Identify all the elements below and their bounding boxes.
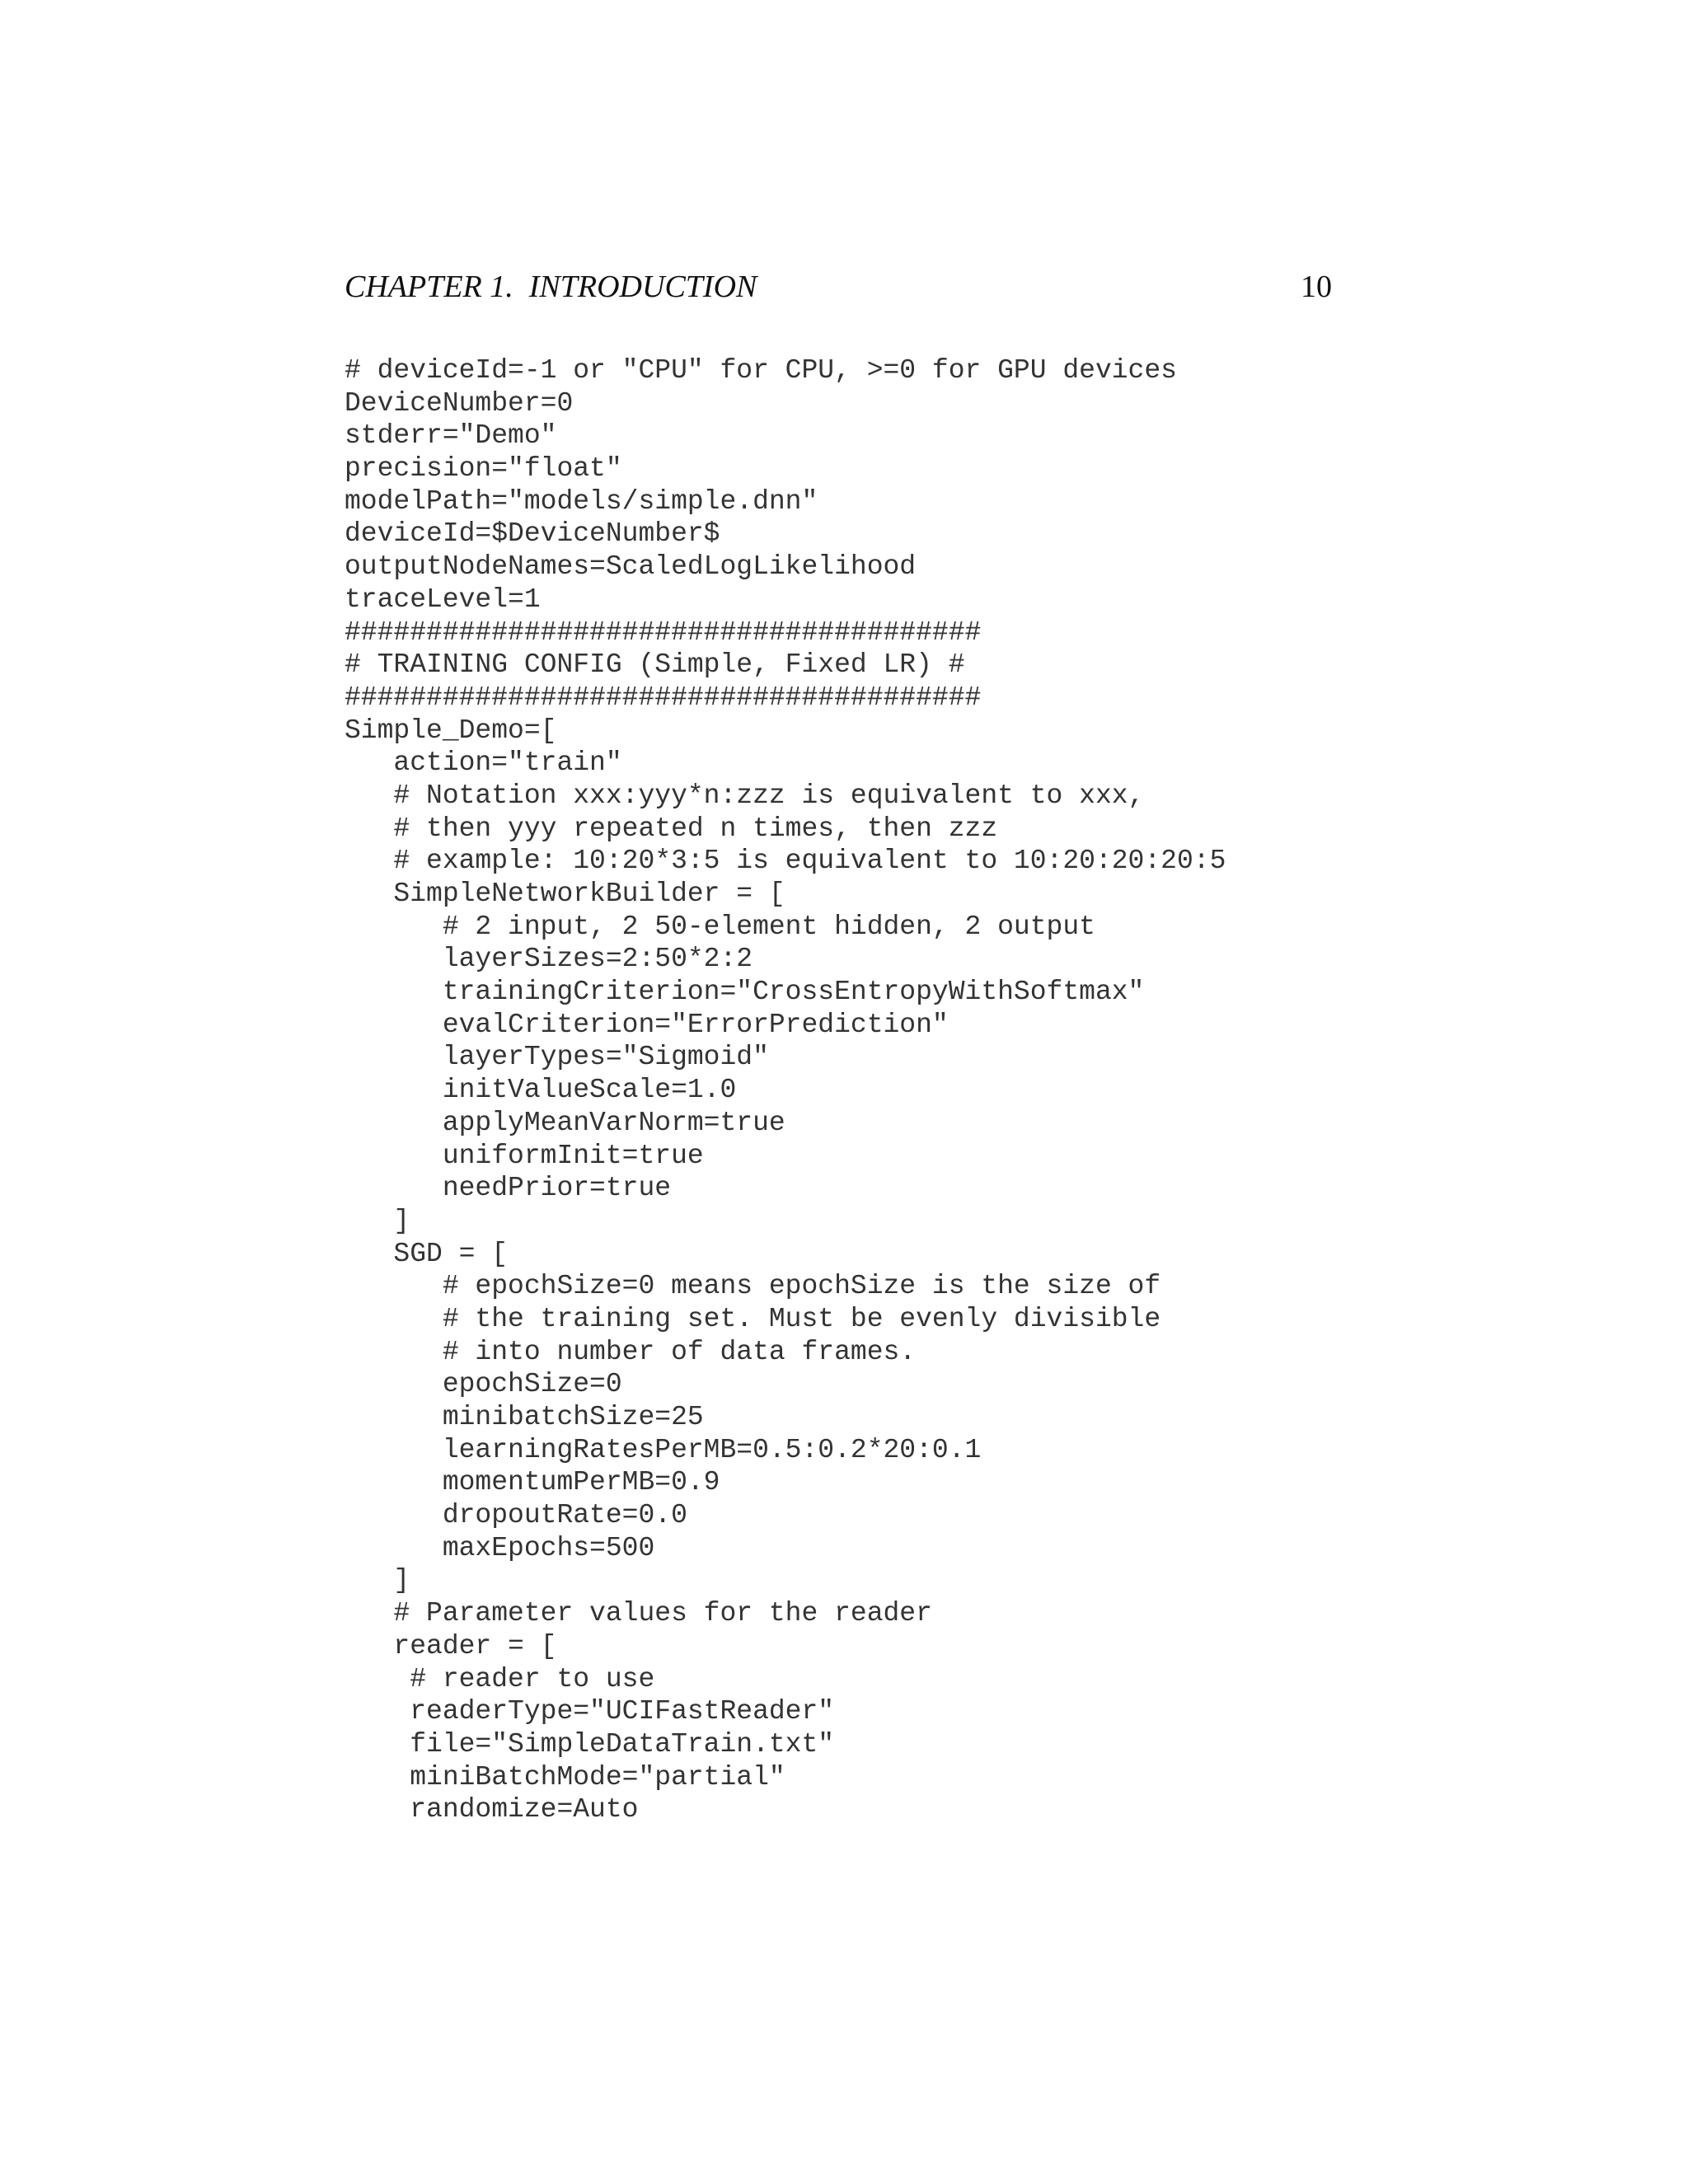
code-line: # 2 input, 2 50-element hidden, 2 output	[345, 911, 1095, 942]
code-line: SimpleNetworkBuilder = [	[345, 879, 785, 909]
code-line: # TRAINING CONFIG (Simple, Fixed LR) #	[345, 649, 965, 681]
code-line: initValueScale=1.0	[345, 1075, 737, 1106]
code-line: applyMeanVarNorm=true	[345, 1107, 785, 1138]
code-line: deviceId=$DeviceNumber$	[345, 518, 720, 550]
chapter-title: CHAPTER 1. INTRODUCTION	[345, 269, 757, 304]
code-line: trainingCriterion="CrossEntropyWithSoftmax"	[345, 977, 1145, 1008]
page-number: 10	[1301, 269, 1332, 304]
code-line: precision="float"	[345, 453, 622, 485]
code-line: # epochSize=0 means epochSize is the size of	[345, 1271, 1161, 1302]
code-line: ]	[345, 1205, 410, 1236]
code-line: dropoutRate=0.0	[345, 1500, 687, 1531]
code-line: # the training set. Must be evenly divisible	[345, 1303, 1161, 1334]
code-line: minibatchSize=25	[345, 1402, 704, 1432]
code-line: modelPath="models/simple.dnn"	[345, 485, 818, 517]
code-line: layerSizes=2:50*2:2	[345, 944, 753, 975]
code-line: epochSize=0	[345, 1369, 622, 1400]
code-listing	[345, 354, 1226, 1826]
code-line: evalCriterion="ErrorPrediction"	[345, 1009, 949, 1040]
code-line: DeviceNumber=0	[345, 387, 574, 419]
code-line: #######################################	[345, 616, 982, 648]
code-line: # deviceId=-1 or "CPU" for CPU, >=0 for GPU devices	[345, 355, 1177, 386]
code-line: traceLevel=1	[345, 583, 541, 615]
running-header	[345, 262, 1332, 312]
code-line: # Parameter values for the reader	[345, 1598, 932, 1629]
code-line: action="train"	[345, 748, 622, 779]
code-line: stderr="Demo"	[345, 420, 557, 452]
code-line: # example: 10:20*3:5 is equivalent to 10:20:20:20:5	[345, 846, 1226, 877]
code-line: # reader to use	[345, 1663, 655, 1694]
code-line: randomize=Auto	[345, 1794, 639, 1825]
code-line: file="SimpleDataTrain.txt"	[345, 1728, 835, 1760]
code-line: needPrior=true	[345, 1173, 672, 1204]
code-line: momentumPerMB=0.9	[345, 1467, 720, 1498]
code-line: Simple_Demo=[	[345, 715, 557, 746]
code-line: # into number of data frames.	[345, 1336, 917, 1367]
code-line: readerType="UCIFastReader"	[345, 1696, 835, 1727]
code-line: layerTypes="Sigmoid"	[345, 1042, 769, 1073]
code-line: outputNodeNames=ScaledLogLikelihood	[345, 551, 917, 583]
code-line: # Notation xxx:yyy*n:zzz is equivalent to xxx,	[345, 780, 1145, 811]
code-line: learningRatesPerMB=0.5:0.2*20:0.1	[345, 1434, 982, 1465]
code-line: #######################################	[345, 682, 982, 713]
code-line: uniformInit=true	[345, 1140, 704, 1171]
code-line: ]	[345, 1565, 410, 1596]
code-line: SGD = [	[345, 1238, 509, 1269]
code-line: maxEpochs=500	[345, 1532, 655, 1563]
code-line: # then yyy repeated n times, then zzz	[345, 813, 998, 844]
code-line: reader = [	[345, 1630, 557, 1661]
code-line: miniBatchMode="partial"	[345, 1761, 785, 1793]
